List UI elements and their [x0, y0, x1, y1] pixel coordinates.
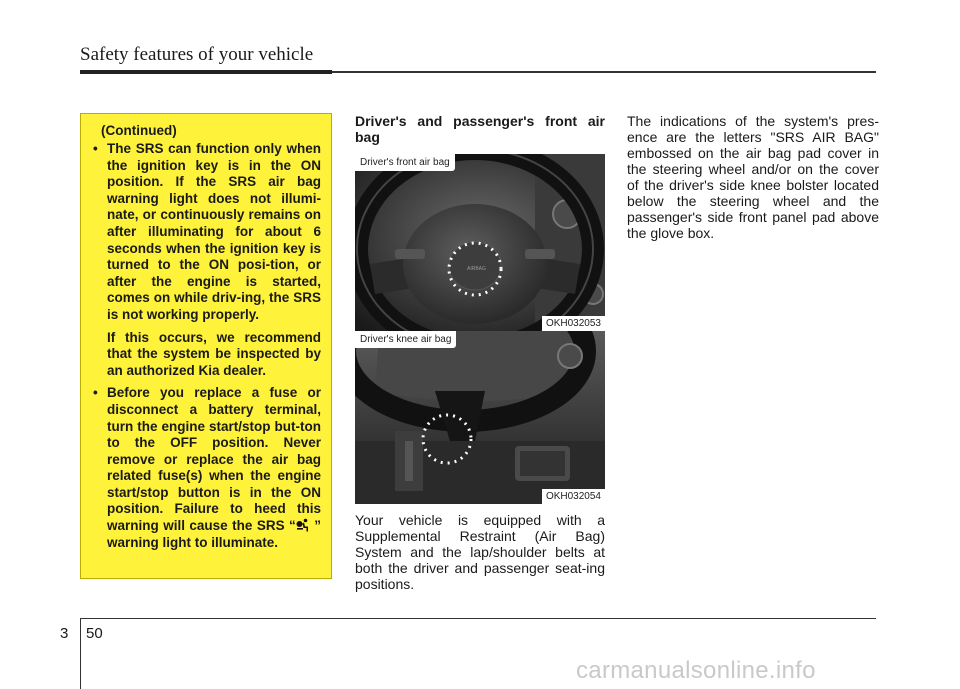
indications-body: The indications of the system's pres-ence are the letters "SRS AIR BAG" embossed on the air bag pad cover in the steering wheel and/or on the cover of the driver's side knee bolster located below the steering wheel and the passenger's side front panel pad above the glove box.: [627, 113, 879, 241]
airbag-warning-icon: [296, 518, 310, 532]
warning-item-2: [93, 385, 321, 551]
knee-bolster-illustration: [355, 331, 605, 504]
page-header-title: Safety features of your vehicle: [80, 44, 314, 65]
warning-item-1: [93, 141, 321, 379]
photo-code: OKH032053: [542, 316, 605, 331]
watermark: carmanualsonline.info: [576, 657, 816, 684]
warning-item-2-text-b: ” warning light to illuminate.: [107, 518, 321, 550]
svg-text:AIRBAG: AIRBAG: [467, 266, 486, 272]
photo-label: Driver's front air bag: [355, 154, 455, 171]
driver-front-airbag-photo: [355, 154, 605, 331]
bullet: •: [93, 385, 98, 401]
warning-box: [80, 113, 332, 579]
warning-item-2-text-a: Before you replace a fuse or disconnect a battery terminal, turn the engine start/stop but-ton to the OFF position. Never remove or replace the air bag related fuse(s) when the engine start/stop button is in the ON position. Failure to heed this warning will cause the SRS “: [107, 385, 321, 534]
front-airbag-section: [355, 113, 605, 145]
driver-knee-airbag-photo: [355, 331, 605, 504]
warning-item-1-text-2: If this occurs, we recommend that the system be inspected by an authorized Kia dealer.: [107, 329, 321, 378]
page-number: 50: [86, 625, 103, 642]
photo-code: OKH032054: [542, 489, 605, 504]
footer-rule: [80, 618, 876, 619]
chapter-number: 3: [60, 625, 69, 642]
bullet: •: [93, 141, 98, 156]
warning-list: [93, 141, 321, 551]
warning-item-2-text: [107, 385, 321, 551]
front-airbag-body: Your vehicle is equipped with a Supplemental Restraint (Air Bag) System and the lap/shoulder belts at both the driver and passenger seat-ing positions.: [355, 512, 605, 592]
warning-item-1-text: The SRS can function only when the ignition key is in the ON position. If the SRS air bag warning light does not illumi-nate, or continuously remains on after illuminating for about 6 seconds when the ignition key is turned to the ON posi-tion, or after the engine is started, comes on while driv-ing, the SRS is not working properly.: [107, 141, 321, 322]
footer-divider: [80, 618, 81, 689]
continued-label: (Continued): [101, 123, 177, 138]
photo-label: Driver's knee air bag: [355, 331, 456, 348]
section-heading: Driver's and passenger's front air bag: [355, 113, 605, 145]
steering-wheel-illustration: [355, 154, 605, 331]
header-rule-accent: [80, 70, 332, 74]
